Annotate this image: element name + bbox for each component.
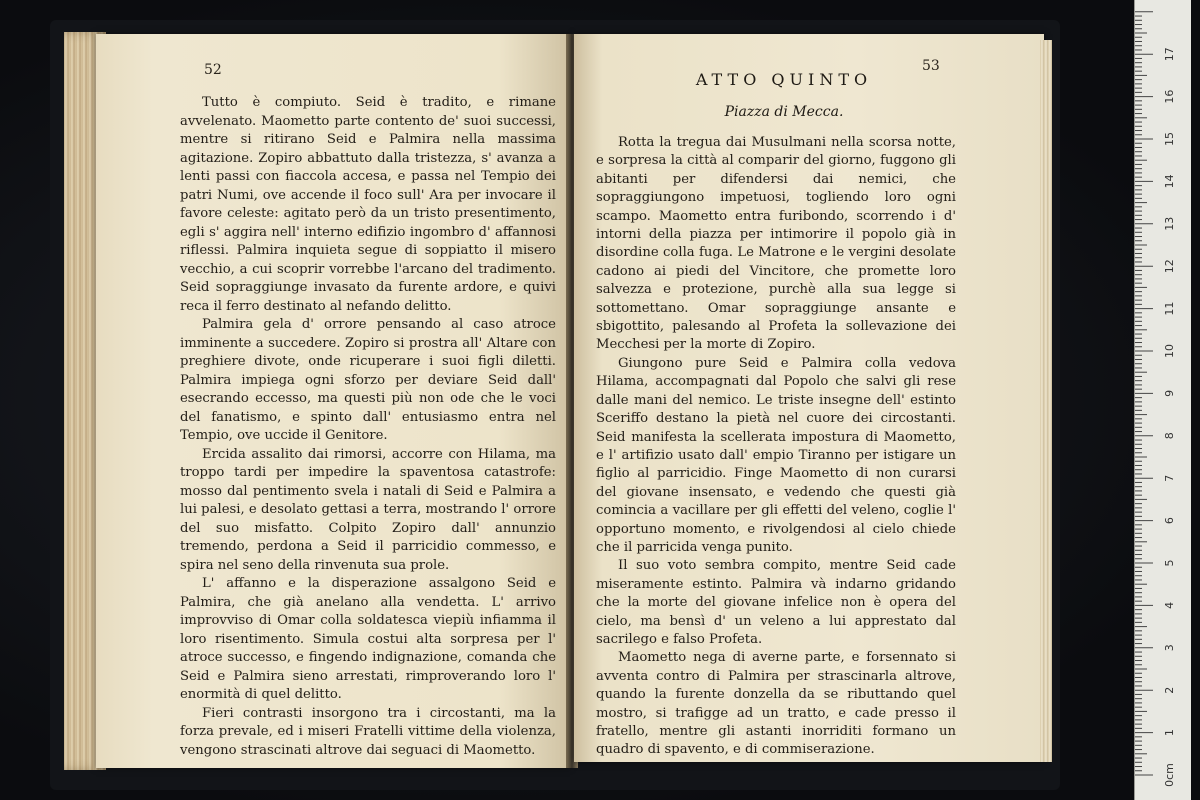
page-number-left: 52 [204,62,222,78]
ruler-label: 0cm [1163,763,1176,787]
ruler-label: 3 [1163,644,1176,652]
paragraph: Ercida assalito dai rimorsi, accorre con Hilama, ma troppo tardi per impedire la spaventosa catastrofe: mosso dal pentimento svela i natali di Seid e Palmira a lui palesi, e desolato gettasi a terra, mostrando l' orrore del suo misfatto. Colpito Zopiro dall' annunzio tremendo, perdona a Seid il parricidio commesso, e spira nel seno della rinvenuta sua prole. [180,446,556,573]
ruler-label: 17 [1163,47,1176,62]
ruler-label: 2 [1163,686,1176,694]
ruler-label: 13 [1163,216,1176,231]
ruler-label: 11 [1163,301,1176,316]
ruler-label: 5 [1163,559,1176,567]
ruler-label: 14 [1163,174,1176,189]
left-page [96,34,570,768]
paragraph: Il suo voto sembra compito, mentre Seid cade miseramente estinto. Palmira và indarno gridando che la morte del giovane infelice non è opera del cielo, ma bensì d' un veleno a lui apprestato dal sacrilego e falso Profeta. [596,558,956,647]
ruler-label: 16 [1163,89,1176,104]
ruler-label: 1 [1163,729,1176,737]
paragraph: Palmira gela d' orrore pensando al caso atroce imminente a succedere. Zopiro si prostra all' Altare con preghiere divote, onde ricuperare i suoi figli diletti. Palmira impiega ogni sforzo per deviare Seid dall' esecrando eccesso, ma questi più non ode che le voci del fanatismo, e spinto dall' entusiasmo entra nel Tempio, ove uccide il Genitore. [180,317,556,443]
ruler-label: 10 [1163,344,1176,358]
ruler-label: 6 [1163,517,1176,525]
ruler-label: 9 [1163,389,1176,397]
act-title: ATTO QUINTO [695,70,873,89]
ruler-label: 4 [1163,601,1176,609]
ruler-ticks [1135,0,1191,800]
paragraph: Rotta la tregua dai Musulmani nella scorsa notte, e sorpresa la città al comparir del giorno, fuggono gli abitanti per difendersi dai nemici, che sopraggiungono impetuosi, togliendo loro ogni scampo. Maometto entra furibondo, scorrendo i d' intorni della piazza per intimorire il popolo già in disordine colla fuga. Le Matrone e le vergini desolate cadono ai piedi del Vincitore, che promette loro salvezza e protezione, purchè alla sua legge si sottomettano. Omar sopraggiunge ansante e sbigottito, palesando al Profeta la sollevazione dei Mecchesi per la morte di Zopiro. [596,135,956,353]
ruler-label: 8 [1163,432,1176,440]
page-edges-right [1040,40,1052,762]
ruler-label: 7 [1163,474,1176,482]
left-page-text [180,94,556,760]
ruler-label: 12 [1163,259,1176,274]
right-page-text [596,134,956,760]
paragraph: Fieri contrasti insorgono tra i circostanti, ma la forza prevale, ed i miseri Fratelli vittime della violenza, vengono strascinati altrove dai seguaci di Maometto. [180,705,556,758]
scene-title: Piazza di Mecca. [724,104,844,120]
paragraph: Maometto nega di averne parte, e forsennato si avventa contro di Palmira per strascinarla altrove, quando la furente donzella da se ributtando quel mostro, si trafigge ad un tratto, e cade presso il fratello, mentre gli astanti inorriditi formano un quadro di spavento, e di commiserazione. [596,650,956,758]
measuring-ruler [1134,0,1191,800]
paragraph: Tutto è compiuto. Seid è tradito, e rimane avvelenato. Maometto parte contento de' suoi successi, mentre si ritirano Seid e Palmira nella massima agitazione. Zopiro abbattuto dalla tristezza, s' avanza a lenti passi con fiaccola accesa, e passa nel Tempio dei patri Numi, ove accende il foco sull' Ara per invocare il favore celeste: agitato però da un tristo presentimento, egli s' aggira nell' interno edifizio ingombro d' affannosi riflessi. Palmira inquieta segue di soppiatto il misero vecchio, a cui scoprir vorrebbe l'arcano del tradimento. Seid sopraggiunge invasato da furente ardore, e quivi reca il ferro destinato al nefando delitto. [180,95,556,314]
ruler-label: 15 [1163,132,1176,146]
paragraph: Giungono pure Seid e Palmira colla vedova Hilama, accompagnati dal Popolo che salvi gli rese dalle mani del nemico. Le triste insegne dell' estinto Sceriffo destano la pietà nel cuore dei circostanti. Seid manifesta la scellerata impostura di Maometto, e l' artifizio usato dall' empio Tiranno per istigare un figlio al parricidio. Finge Maometto di non curarsi del giovane insensato, e vedendo che questi già comincia a vacillare per gli effetti del veleno, coglie l' opportuno momento, e rivolgendosi al cielo chiede che il parricida venga punito. [596,355,956,555]
right-page [574,34,1044,762]
page-number-right: 53 [922,58,940,74]
paragraph: L' affanno e la disperazione assalgono Seid e Palmira, che già anelano alla vendetta. L' arrivo improvviso di Omar colla soldatesca viepiù infiamma il loro risentimento. Simula costui alta sorpresa per l' atroce successo, e fingendo indignazione, comanda che Seid e Palmira sieno arrestati, rimproverando loro l' enormità di quel delitto. [180,576,556,702]
